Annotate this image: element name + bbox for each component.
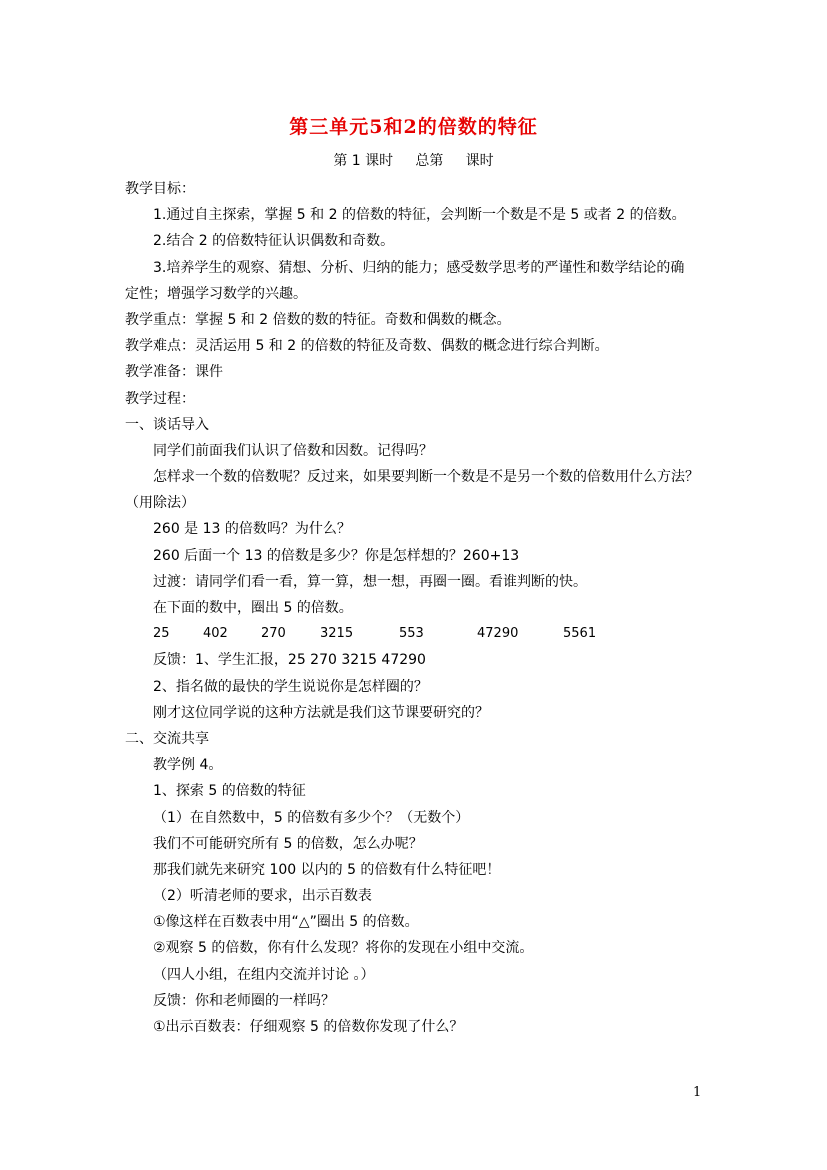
number-item: 5561 [563,626,597,642]
number-item: 3215 [320,626,354,642]
text-line: 反馈：你和老师圈的一样吗？ [153,992,335,1009]
text-line: 教学难点：灵活运用 5 和 2 的倍数的特征及奇数、偶数的概念进行综合判断。 [125,338,609,355]
text-line: ②观察 5 的倍数，你有什么发现？将你的发现在小组中交流。 [153,940,534,957]
text-line: 那我们就先来研究 100 以内的 5 的倍数有什么特征吧！ [153,861,501,878]
text-line: 2、指名做的最快的学生说说你是怎样圈的？ [153,678,428,695]
text-line: 教学过程： [125,390,195,407]
text-line: （四人小组，在组内交流并讨论 。） [153,966,375,983]
text-line: 260 后面一个 13 的倍数是多少？你是怎样想的？260+13 [153,547,520,564]
text-line: ①像这样在百数表中用“△”圈出 5 的倍数。 [153,914,419,931]
text-line: 教学目标： [125,181,195,197]
text-line: 过渡：请同学们看一看，算一算，想一想，再圈一圈。看谁判断的快。 [153,573,587,590]
text-line: （2）听清老师的要求，出示百数表 [153,888,372,905]
text-line: 定性；增强学习数学的兴趣。 [125,285,307,302]
text-line: 一、谈话导入 [125,416,209,433]
text-line: 3.培养学生的观察、猜想、分析、归纳的能力；感受数学思考的严谨性和数学结论的确 [153,259,685,276]
text-block-1 [125,176,715,621]
page-number: 1 [693,1085,702,1100]
document-title: 第三单元5和2的倍数的特征 [289,116,538,138]
text-line: 2.结合 2 的倍数特征认识偶数和奇数。 [153,233,395,250]
text-line: ①出示百数表：仔细观察 5 的倍数你发现了什么？ [153,1019,464,1035]
text-line: （用除法） [125,495,195,512]
number-item: 270 [261,626,286,642]
document-body [125,176,715,1040]
text-line: 我们不可能研究所有 5 的倍数，怎么办呢？ [153,835,423,852]
lesson-subtitle: 第 1 课时 总第 课时 [333,153,494,169]
text-line: 1.通过自主探索，掌握 5 和 2 的倍数的特征，会判断一个数是不是 5 或者 2 的倍数。 [153,207,686,224]
text-line: 刚才这位同学说的这种方法就是我们这节课要研究的？ [153,704,489,721]
text-line: 1、探索 5 的倍数的特征 [153,783,306,800]
text-line: 反馈：1、学生汇报，25 270 3215 47290 [153,652,426,669]
number-item: 47290 [477,626,519,642]
number-item: 553 [399,626,424,642]
text-line: 教学重点：掌握 5 和 2 倍数的数的特征。奇数和偶数的概念。 [125,311,511,328]
text-line: 260 是 13 的倍数吗？为什么？ [153,521,351,538]
text-block-2 [125,647,715,1040]
number-item: 402 [203,626,228,642]
text-line: 教学准备：课件 [125,364,223,381]
number-item: 25 [153,626,170,642]
text-line: 怎样求一个数的倍数呢？反过来，如果要判断一个数是不是另一个数的倍数用什么方法？ [153,469,699,486]
text-line: 同学们前面我们认识了倍数和因数。记得吗？ [153,442,433,459]
text-line: 二、交流共享 [125,730,209,747]
number-row [125,621,715,647]
text-line: 教学例 4。 [153,757,223,774]
text-line: 在下面的数中，圈出 5 的倍数。 [153,600,353,616]
text-line: （1）在自然数中，5 的倍数有多少个？（无数个） [153,809,470,826]
